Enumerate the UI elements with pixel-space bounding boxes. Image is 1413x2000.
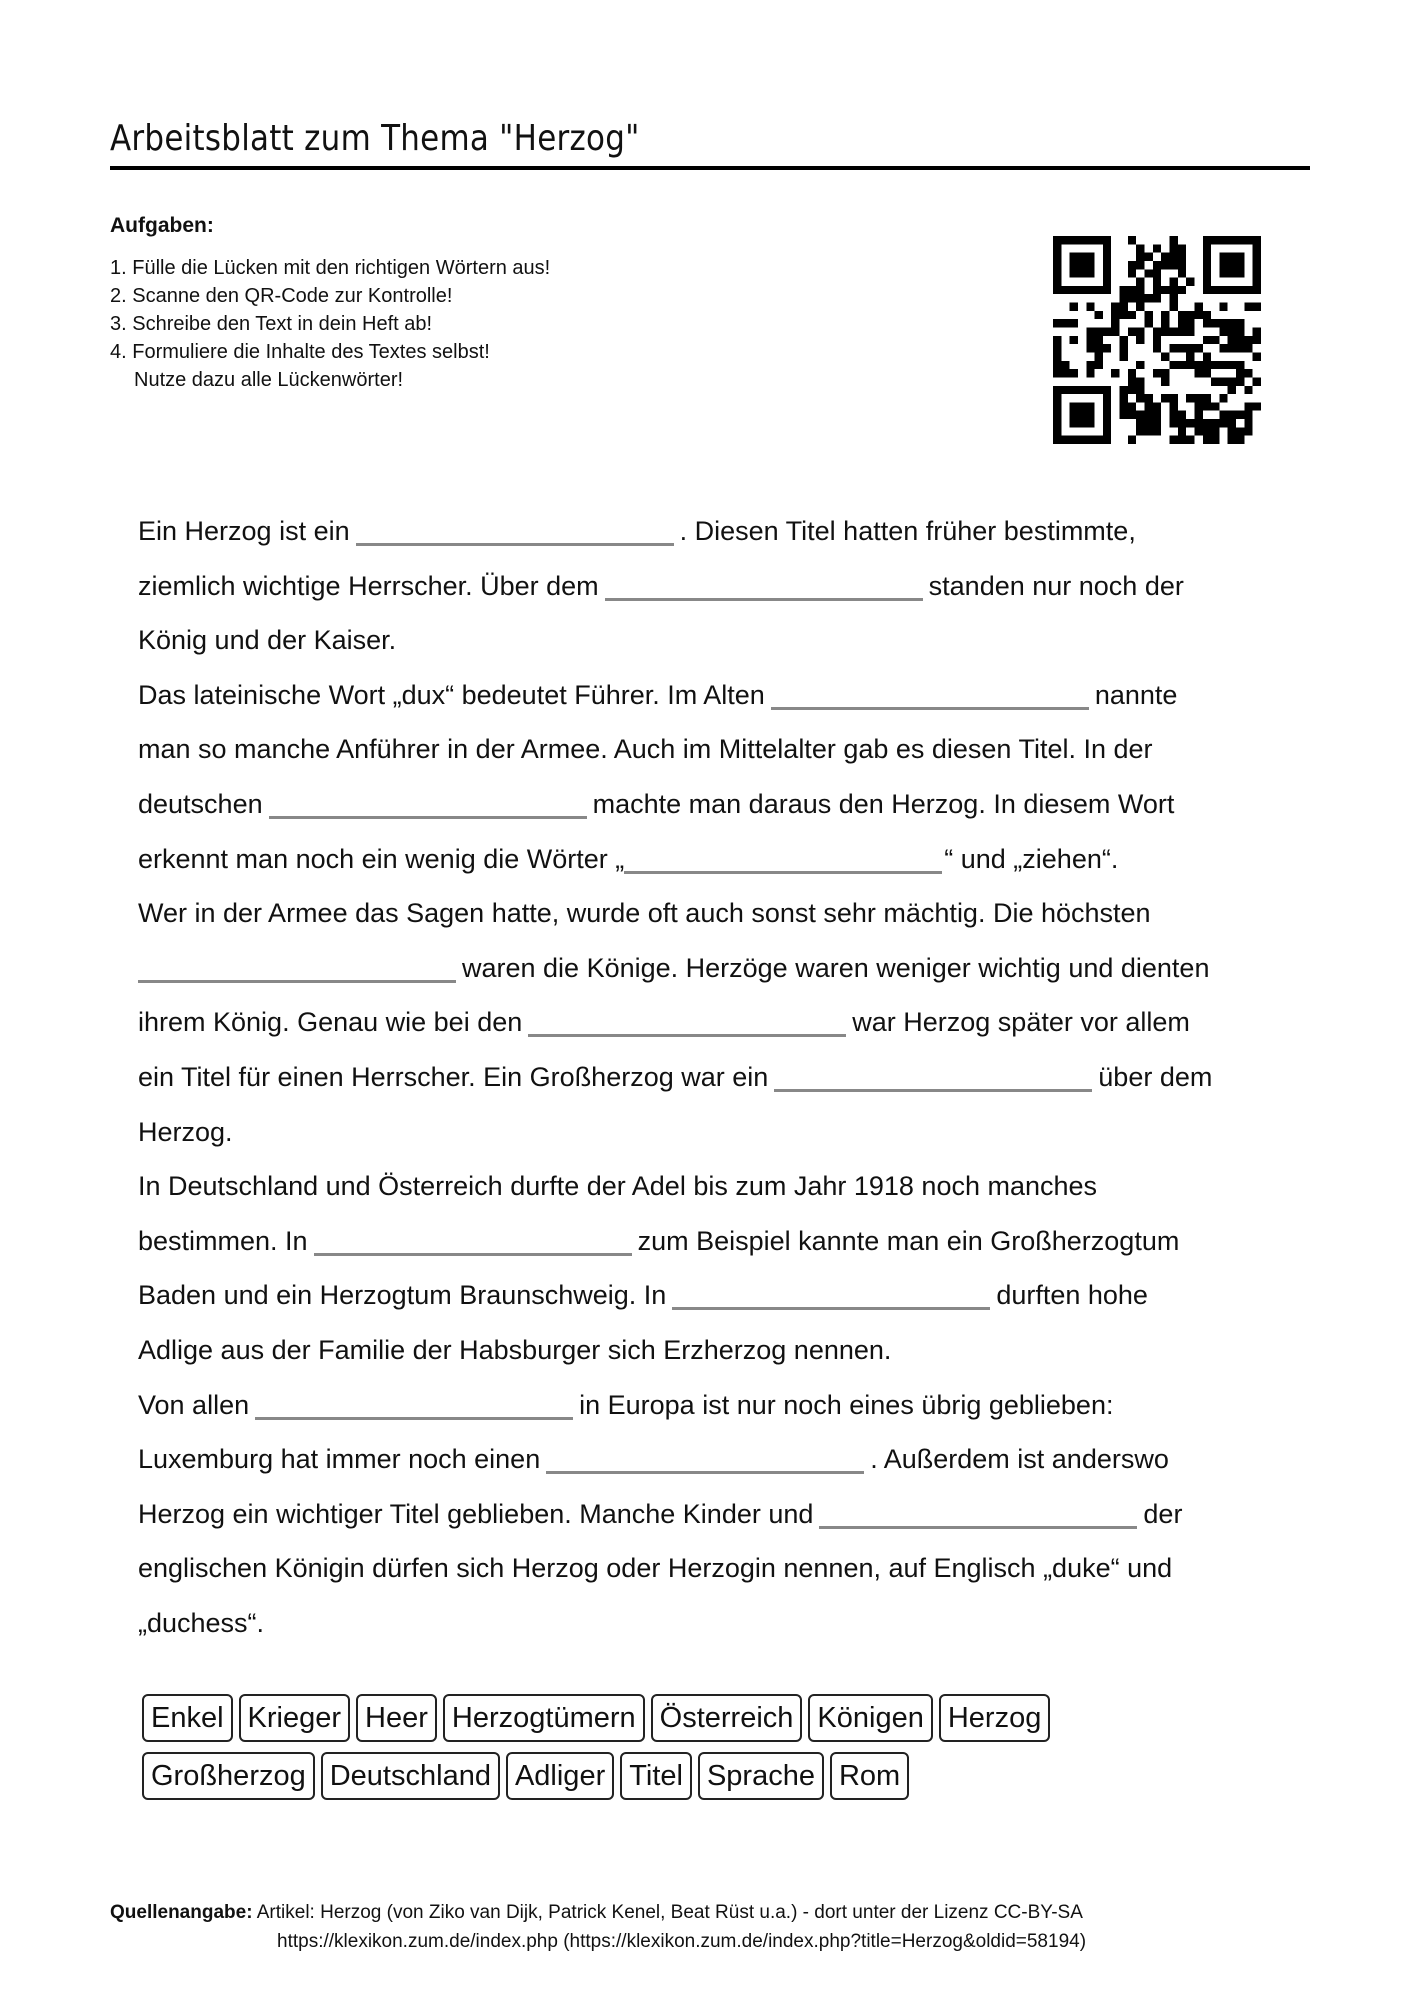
text-segment: Luxemburg hat immer noch einen: [138, 1444, 541, 1475]
text-segment: ihrem König. Genau wie bei den: [138, 1007, 523, 1038]
text-segment: “ und „ziehen“.: [944, 843, 1119, 874]
blank-gap[interactable]: [138, 980, 456, 983]
text-segment: erkennt man noch ein wenig die Wörter „: [138, 843, 625, 874]
text-segment: ein Titel für einen Herrscher. Ein Großherzog war ein: [138, 1061, 769, 1092]
text-segment: standen nur noch der: [928, 570, 1184, 601]
text-line: [138, 1600, 1298, 1655]
text-segment: englischen Königin dürfen sich Herzog oder Herzogin nennen, auf Englisch „duke“ und: [138, 1553, 1173, 1584]
word-card[interactable]: Königen: [808, 1694, 932, 1742]
text-segment: ziemlich wichtige Herrscher. Über dem: [138, 570, 599, 601]
blank-gap[interactable]: [819, 1526, 1137, 1529]
text-line: [138, 1272, 1298, 1327]
text-segment: über dem: [1098, 1061, 1213, 1092]
task-item-text: 4. Formuliere die Inhalte des Textes selbst!: [110, 341, 490, 363]
text-line: [138, 672, 1298, 727]
text-line: [138, 999, 1298, 1054]
blank-gap[interactable]: [546, 1471, 864, 1474]
text-segment: König und der Kaiser.: [138, 625, 397, 656]
text-line: [138, 1327, 1298, 1382]
blank-gap[interactable]: [314, 1253, 632, 1256]
text-segment: man so manche Anführer in der Armee. Auch im Mittelalter gab es diesen Titel. In der: [138, 734, 1153, 765]
text-segment: Von allen: [138, 1389, 250, 1420]
text-line: [138, 781, 1298, 836]
text-segment: deutschen: [138, 788, 263, 819]
word-bank-row: [142, 1752, 1322, 1810]
source-label: Quellenangabe:: [110, 1902, 253, 1923]
blank-gap[interactable]: [771, 707, 1089, 710]
text-line: [138, 1491, 1298, 1546]
text-line: [138, 617, 1298, 672]
text-segment: zum Beispiel kannte man ein Großherzogtum: [637, 1225, 1180, 1256]
text-segment: . Diesen Titel hatten früher bestimmte,: [679, 516, 1136, 546]
word-card[interactable]: Herzogtümern: [443, 1694, 645, 1742]
task-list: [110, 254, 550, 394]
text-line: [138, 945, 1298, 1000]
word-card[interactable]: Herzog: [939, 1694, 1051, 1742]
cloze-text: [138, 508, 1298, 1654]
text-line: [138, 726, 1298, 781]
word-card[interactable]: Adliger: [506, 1752, 614, 1800]
blank-gap[interactable]: [528, 1034, 846, 1037]
word-card[interactable]: Enkel: [142, 1694, 233, 1742]
blank-gap[interactable]: [269, 816, 587, 819]
text-segment: In Deutschland und Österreich durfte der Adel bis zum Jahr 1918 noch manches: [138, 1171, 1098, 1202]
source-note: [110, 1898, 1086, 1956]
text-segment: der: [1143, 1498, 1183, 1529]
task-item: 2. Scanne den QR-Code zur Kontrolle!: [110, 285, 453, 307]
text-segment: Das lateinische Wort „dux“ bedeutet Führer. Im Alten: [138, 679, 765, 710]
blank-gap[interactable]: [356, 543, 674, 546]
word-card[interactable]: Rom: [830, 1752, 909, 1800]
text-segment: nannte: [1094, 679, 1178, 710]
blank-gap[interactable]: [624, 871, 942, 874]
text-segment: Herzog ein wichtiger Titel geblieben. Manche Kinder und: [138, 1498, 814, 1529]
text-segment: bestimmen. In: [138, 1225, 308, 1256]
word-card[interactable]: Österreich: [651, 1694, 803, 1742]
word-bank: [142, 1694, 1322, 1810]
text-line: [138, 1054, 1298, 1109]
text-segment: Wer in der Armee das Sagen hatte, wurde oft auch sonst sehr mächtig. Die höchsten: [138, 898, 1151, 929]
text-line: [138, 508, 1298, 563]
text-segment: Ein Herzog ist ein: [138, 516, 350, 546]
word-card[interactable]: Sprache: [698, 1752, 824, 1800]
blank-gap[interactable]: [255, 1417, 573, 1420]
text-line: [138, 890, 1298, 945]
title-rule: [110, 166, 1310, 170]
word-card[interactable]: Heer: [356, 1694, 437, 1742]
qr-code: [1053, 236, 1261, 444]
text-line: [138, 836, 1298, 891]
blank-gap[interactable]: [774, 1089, 1092, 1092]
word-card[interactable]: Titel: [620, 1752, 692, 1800]
text-segment: machte man daraus den Herzog. In diesem Wort: [592, 788, 1175, 819]
text-segment: Baden und ein Herzogtum Braunschweig. In: [138, 1280, 667, 1311]
task-item: 3. Schreibe den Text in dein Heft ab!: [110, 313, 433, 335]
text-line: [138, 1163, 1298, 1218]
text-segment: Herzog.: [138, 1116, 233, 1147]
text-line: [138, 1382, 1298, 1437]
text-line: [138, 1545, 1298, 1600]
text-segment: waren die Könige. Herzöge waren weniger wichtig und dienten: [462, 952, 1210, 983]
blank-gap[interactable]: [605, 598, 923, 601]
word-card[interactable]: Krieger: [239, 1694, 351, 1742]
text-segment: . Außerdem ist anderswo: [870, 1444, 1169, 1475]
task-item: 1. Fülle die Lücken mit den richtigen Wörtern aus!: [110, 257, 551, 279]
tasks-heading: Aufgaben:: [110, 214, 214, 237]
text-line: [138, 1436, 1298, 1491]
task-item: [110, 338, 550, 394]
word-card[interactable]: Deutschland: [321, 1752, 500, 1800]
source-text: Artikel: Herzog (von Ziko van Dijk, Patrick Kenel, Beat Rüst u.a.) - dort unter der Lizenz CC-BY-SA: [252, 1902, 1083, 1923]
text-line: [138, 563, 1298, 618]
text-segment: Adlige aus der Familie der Habsburger sich Erzherzog nennen.: [138, 1334, 892, 1365]
source-url[interactable]: https://klexikon.zum.de/index.php (https://klexikon.zum.de/index.php?title=Herzog&oldid=58194): [277, 1931, 1087, 1952]
word-card[interactable]: Großherzog: [142, 1752, 315, 1800]
text-line: [138, 1218, 1298, 1273]
blank-gap[interactable]: [672, 1307, 990, 1310]
text-segment: durften hohe: [996, 1280, 1148, 1311]
word-bank-row: [142, 1694, 1322, 1752]
text-segment: „duchess“.: [138, 1607, 265, 1638]
text-segment: war Herzog später vor allem: [852, 1007, 1190, 1038]
text-line: [138, 1109, 1298, 1164]
page-title: Arbeitsblatt zum Thema "Herzog": [110, 118, 640, 159]
text-segment: in Europa ist nur noch eines übrig geblieben:: [579, 1389, 1114, 1420]
task-item-continuation: Nutze dazu alle Lückenwörter!: [134, 369, 404, 391]
